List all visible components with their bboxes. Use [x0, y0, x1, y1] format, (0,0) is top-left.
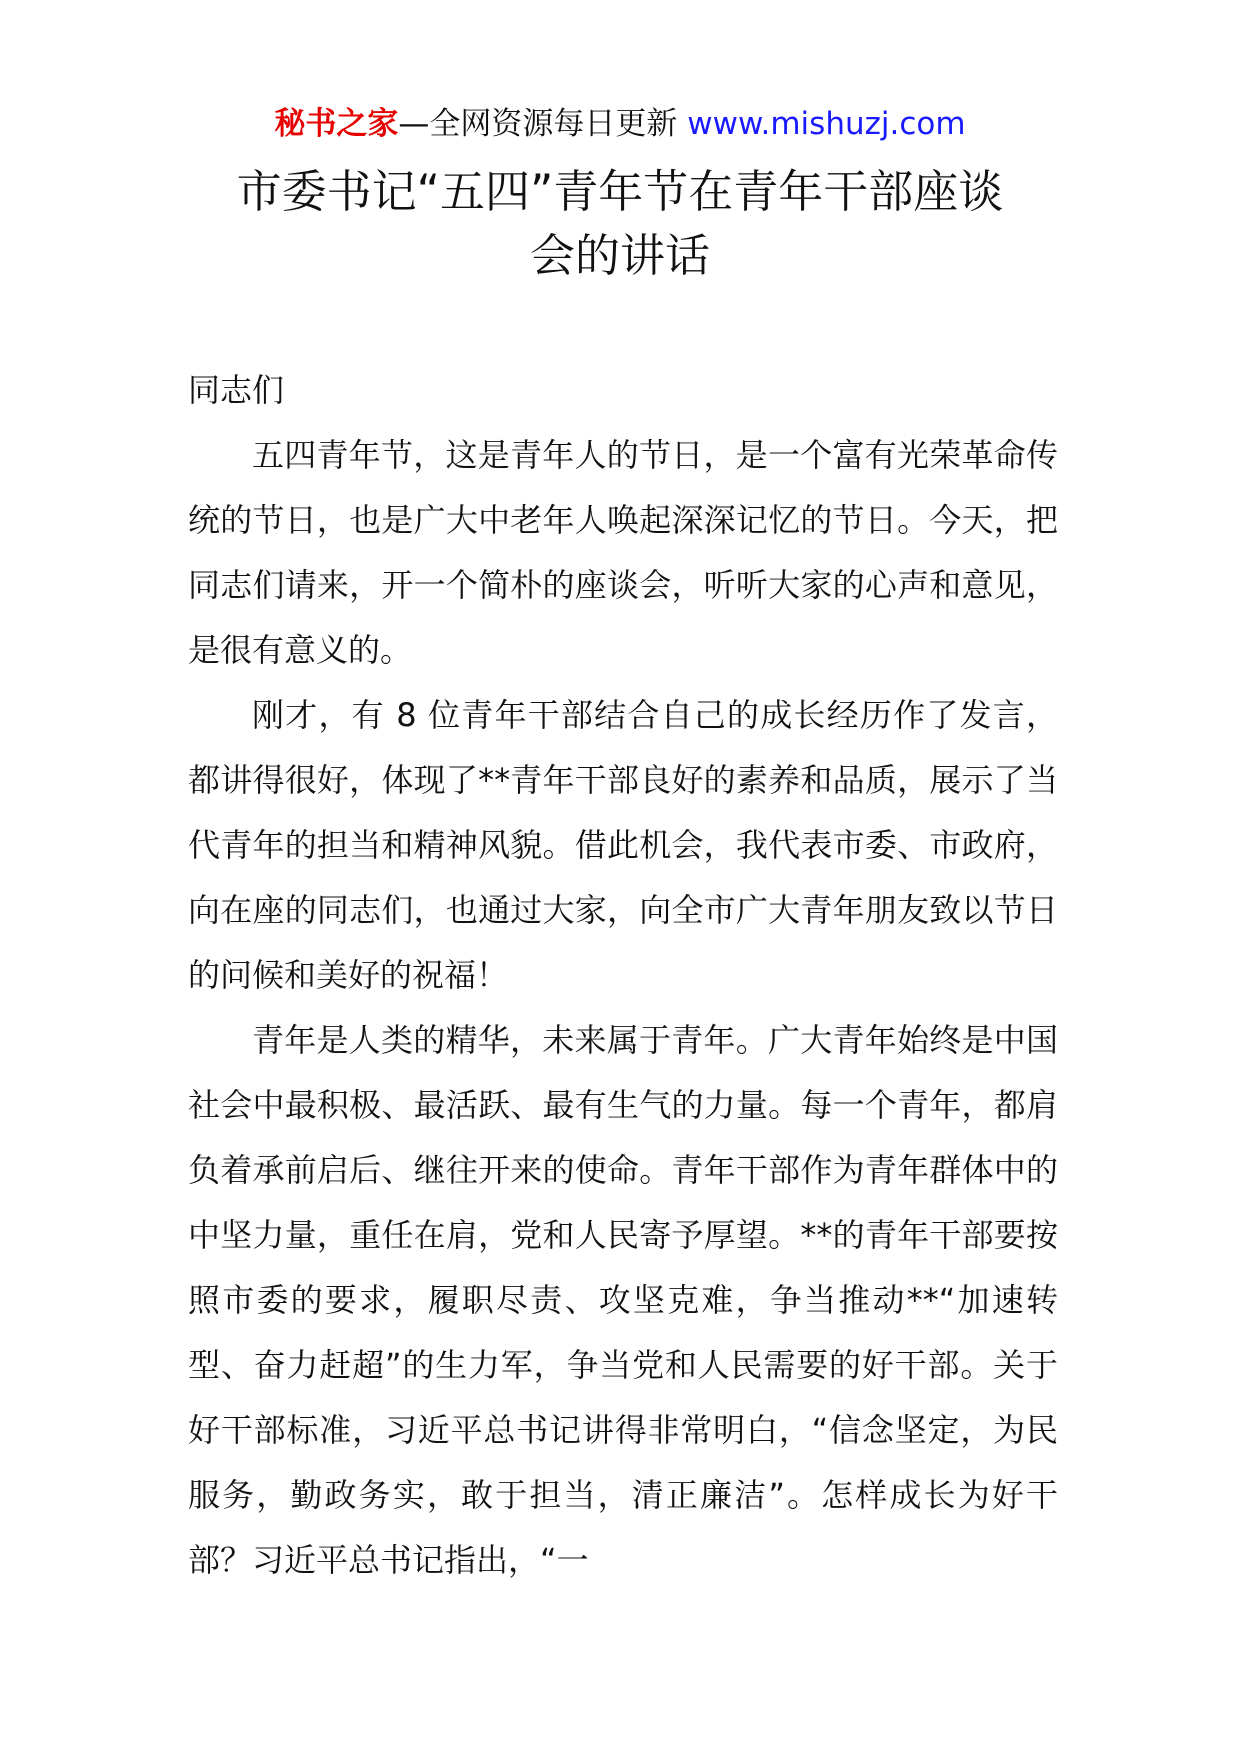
salutation: 同志们: [188, 371, 285, 409]
document-title: [180, 160, 1060, 288]
site-url-link[interactable]: www.mishuzj.com: [687, 106, 966, 142]
site-brand: 秘书之家: [274, 106, 399, 142]
document-title-line-1: 市委书记“五四”青年节在青年干部座谈: [236, 165, 1004, 218]
document-title-line-2: 会的讲话: [529, 229, 710, 282]
paragraph-3: 青年是人类的精华，未来属于青年。广大青年始终是中国社会中最积极、最活跃、最有生气的力量。每一个青年，都肩负着承前启后、继往开来的使命。青年干部作为青年群体中的中坚力量，重任在肩，党和人民寄予厚望。**的青年干部要按照市委的要求，履职尽责、攻坚克难，争当推动**“加速转型、奋力赶超”的生力军，争当党和人民需要的好干部。关于好干部标准，习近平总书记讲得非常明白，“信念坚定，为民服务，勤政务实，敢于担当，清正廉洁”。怎样成长为好干部？习近平总书记指出，“一: [188, 1021, 1058, 1579]
site-header: [0, 100, 1240, 148]
document-body: [188, 358, 1058, 1593]
paragraph-1: 五四青年节，这是青年人的节日，是一个富有光荣革命传统的节日，也是广大中老年人唤起深深记忆的节日。今天，把同志们请来，开一个简朴的座谈会，听听大家的心声和意见，是很有意义的。: [188, 436, 1058, 669]
site-tagline: —全网资源每日更新: [398, 106, 678, 142]
paragraph-2: 刚才，有 8 位青年干部结合自己的成长经历作了发言，都讲得很好，体现了**青年干部良好的素养和品质，展示了当代青年的担当和精神风貌。借此机会，我代表市委、市政府，向在座的同志们，也通过大家，向全市广大青年朋友致以节日的问候和美好的祝福！: [188, 696, 1058, 994]
